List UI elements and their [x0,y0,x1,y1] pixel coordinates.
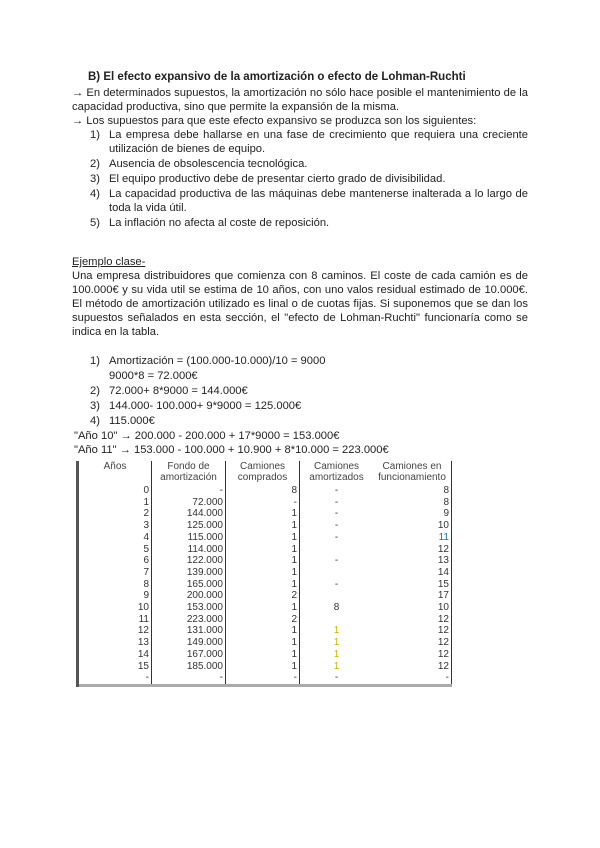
column-header: Años [78,461,152,485]
calc-text: 115.000€ [109,415,155,427]
table-cell: 9 [373,508,452,520]
table-cell: 1 [226,602,300,614]
assumption-number: 5) [90,217,100,229]
table-cell: 6 [78,555,152,567]
table-cell: 8 [78,579,152,591]
assumption-number: 4) [90,188,100,200]
calc-item [90,354,528,368]
table-row [78,497,452,509]
table-cell: 1 [226,625,300,637]
assumption-text: La inflación no afecta al coste de reposición. [109,217,330,229]
column-header: Camiones comprados [226,461,300,485]
table-row [78,590,452,602]
table-cell: - [78,672,152,685]
table-cell: - [334,520,339,532]
table-cell: 8 [373,497,452,509]
table-cell [300,567,374,579]
table-cell: - [334,555,339,567]
table-cell: 4 [78,532,152,544]
table-cell: 1 [78,497,152,509]
table-cell: 2 [226,614,300,626]
table-cell: 115.000 [152,532,226,544]
table-cell: 11 [78,614,152,626]
table-cell: 200.000 [152,590,226,602]
year10-calc: "Año 10" → 200.000 - 200.000 + 17*9000 = 153.000€ [74,430,340,442]
example-paragraph: Una empresa distribuidores que comienza con 8 caminos. El coste de cada camión es de 100.000€ y su vida util se estima de 10 años, con uno valos residual estimado de 10.000€. El método de amortización utilizado es linal o de cuotas fijas. Si suponemos que se dan los supuestos señalados en esta sección, el "efecto de Lohman-Ruchti" funcionaría como se indica en la tabla. [72,270,528,338]
intro-assumptions: → Los supuestos para que este efecto expansivo se produzca son los siguientes: [72,115,477,127]
calc-number [90,369,109,383]
table-row [78,661,452,673]
table-row [78,614,452,626]
calc-item [90,384,528,398]
table-cell: - [334,496,339,508]
table-cell: 10 [373,520,452,532]
calc-number: 2) [90,385,100,397]
assumption-text: El equipo productivo debe de presentar cierto grado de divisibilidad. [109,173,446,185]
assumption-number: 1) [90,129,100,141]
table-row [78,544,452,556]
table-cell: 12 [373,544,452,556]
calc-number: 1) [90,355,100,367]
assumption-text: Ausencia de obsolescencia tecnológica. [109,158,308,170]
table-cell: - [373,672,452,685]
table-cell: 14 [373,567,452,579]
table-cell: 12 [78,625,152,637]
table-cell: 1 [226,555,300,567]
assumptions-list [72,128,528,230]
table-cell: 3 [78,520,152,532]
assumption-item [90,128,528,156]
table-cell [300,614,374,626]
table-row [78,508,452,520]
assumption-item [90,172,528,186]
table-cell: 1 [226,649,300,661]
assumption-text: La capacidad productiva de las máquinas debe mantenerse inalterada a lo largo de toda la vida útil. [109,188,528,214]
table-cell: - [226,672,300,685]
table-cell: 1 [226,579,300,591]
table-cell: 12 [373,637,452,649]
table-cell: 131.000 [152,625,226,637]
table-row [78,672,452,685]
column-header: Camiones amortizados [309,461,364,483]
table-cell: 2 [226,590,300,602]
table-row [78,532,452,544]
calc-item [90,399,528,413]
table-row [78,602,452,614]
table-cell: 125.000 [152,520,226,532]
table-cell: - [226,497,300,509]
table-row [78,625,452,637]
table-cell: 1 [333,637,340,649]
table-cell: - [334,508,339,520]
table-cell: - [334,578,339,590]
section-heading: B) El efecto expansivo de la amortización o efecto de Lohman-Ruchti [88,71,466,83]
table-cell: 1 [333,648,340,660]
table-cell [300,590,374,602]
assumption-item [90,216,528,230]
table-cell: 185.000 [152,661,226,673]
table-cell: 11 [373,532,452,544]
table-cell: 1 [226,637,300,649]
table-cell: 1 [333,660,340,672]
table-cell: 17 [373,590,452,602]
table-cell: 1 [226,508,300,520]
intro-paragraph: → En determinados supuestos, la amortización no sólo hace posible el mantenimiento de la capacidad productiva, sino que permite la expansión de la misma. [72,87,528,113]
column-header: Camiones en funcionamiento [373,461,452,485]
table-cell: 223.000 [152,614,226,626]
table-cell: 5 [78,544,152,556]
calc-number: 4) [90,415,100,427]
table-cell: 153.000 [152,602,226,614]
table-cell: 12 [373,614,452,626]
calc-item [90,414,528,428]
table-cell: 10 [78,602,152,614]
table-cell: 139.000 [152,567,226,579]
table-cell: 1 [226,520,300,532]
table-cell: - [334,672,339,684]
table-cell: 12 [373,625,452,637]
table-cell: 10 [373,602,452,614]
calc-text: 144.000- 100.000+ 9*9000 = 125.000€ [109,400,302,412]
table-cell [300,544,374,556]
table-row [78,485,452,497]
calc-text: 72.000+ 8*9000 = 144.000€ [109,385,248,397]
table-cell: 1 [226,532,300,544]
table-row [78,579,452,591]
table-cell: 7 [78,567,152,579]
table-cell: 15 [78,661,152,673]
table-cell: 2 [78,508,152,520]
table-cell: - [152,485,226,497]
table-cell: 114.000 [152,544,226,556]
assumption-number: 2) [90,158,100,170]
calc-text: 9000*8 = 72.000€ [109,370,198,382]
calc-number: 3) [90,400,100,412]
assumption-item [90,157,528,171]
table-cell: 8 [373,485,452,497]
table-row [78,520,452,532]
table-cell: 1 [333,625,340,637]
calc-item [90,369,528,383]
table-cell: 0 [78,485,152,497]
calculations-list [72,354,528,428]
table-cell: 13 [78,637,152,649]
table-cell: 1 [226,544,300,556]
table-cell: 72.000 [152,497,226,509]
table-cell: 144.000 [152,508,226,520]
table-cell: 14 [78,649,152,661]
table-cell: 8 [226,485,300,497]
table-cell: - [334,531,339,543]
assumption-item [90,187,528,215]
table-cell: 8 [333,602,340,614]
table-cell: 12 [373,649,452,661]
table-cell: 1 [226,661,300,673]
table-cell: 13 [373,555,452,567]
table-cell: 1 [226,567,300,579]
table-cell: - [334,485,339,496]
table-row [78,555,452,567]
column-header: Fondo de amortización [152,461,226,485]
table-cell: 167.000 [152,649,226,661]
example-title: Ejemplo clase- [72,256,146,268]
year11-calc: "Año 11" → 153.000 - 100.000 + 10.900 + 8*10.000 = 223.000€ [74,444,389,456]
table-row [78,649,452,661]
amortization-table [76,461,452,687]
table-cell: 165.000 [152,579,226,591]
calc-text: Amortización = (100.000-10.000)/10 = 9000 [109,355,326,367]
table-cell: 149.000 [152,637,226,649]
table-cell: 122.000 [152,555,226,567]
table-row [78,567,452,579]
table-cell: 15 [373,579,452,591]
table-row [78,637,452,649]
table-cell: 12 [373,661,452,673]
assumption-number: 3) [90,173,100,185]
table-cell: 9 [78,590,152,602]
assumption-text: La empresa debe hallarse en una fase de crecimiento que requiera una creciente utilización de bienes de equipo. [109,129,528,155]
table-cell: - [152,672,226,685]
